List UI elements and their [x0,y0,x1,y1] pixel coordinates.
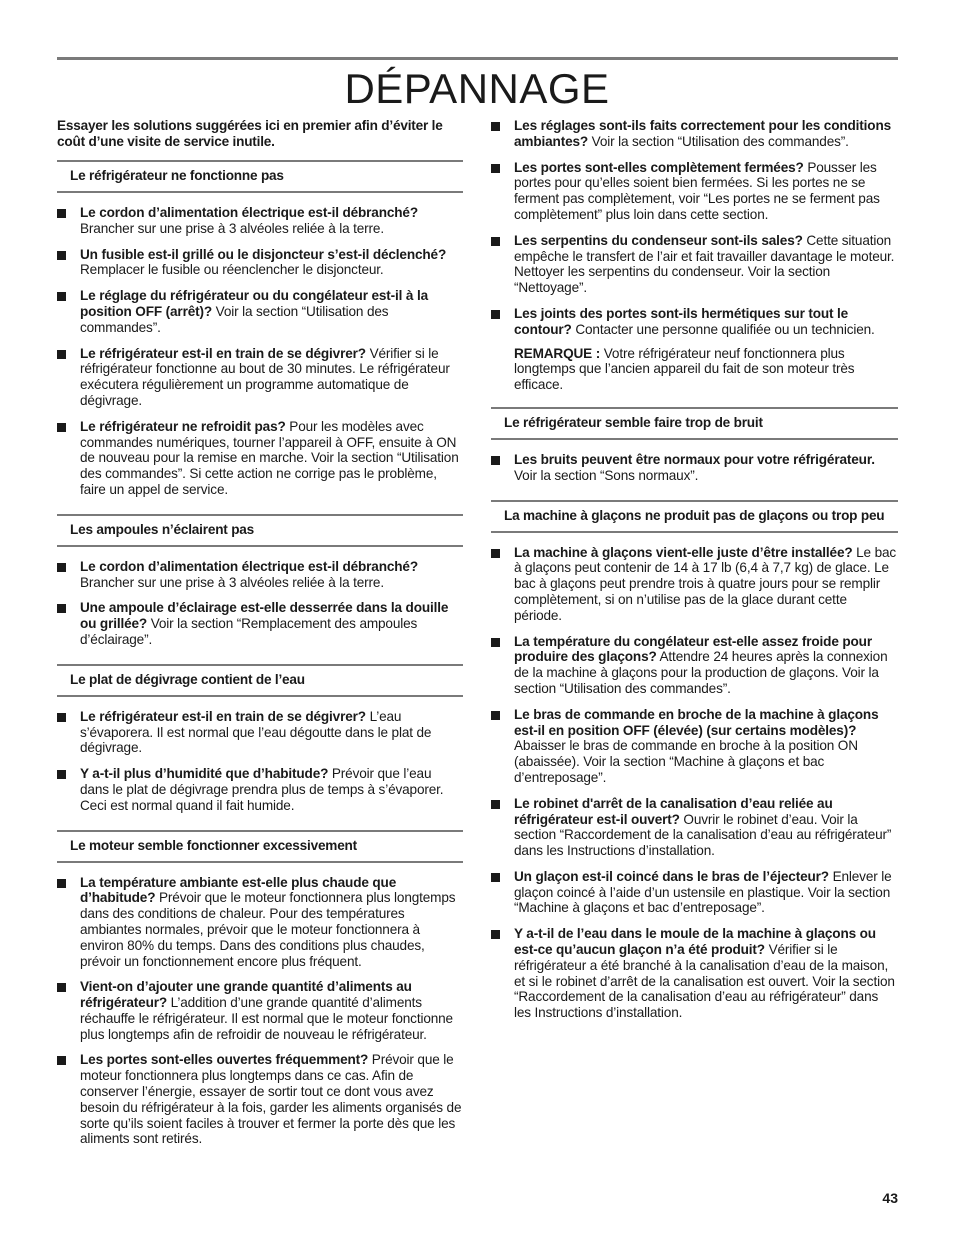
square-bullet-icon [491,122,500,131]
square-bullet-icon [491,930,500,939]
list-item [57,979,463,1042]
item-question: Les portes sont-elles complètement fermées? [514,159,804,175]
item-answer: Voir la section “Utilisation des commandes”. [80,303,389,335]
item-answer: Prévoir que l’eau dans le plat de dégivrage prendra plus de temps à s’évaporer. Ceci est normal quand il fait humide. [80,766,444,813]
square-bullet-icon [491,164,500,173]
list-item [491,545,898,624]
list-item [491,707,898,786]
section-heading: Les ampoules n’éclairent pas [57,514,463,547]
item-question: Les bruits peuvent être normaux pour votre réfrigérateur. [514,451,875,467]
list-item [491,634,898,697]
troubleshooting-section [57,160,463,514]
page-number: 43 [882,1190,898,1206]
section-items [57,559,463,648]
left-sections [57,160,463,1163]
item-answer: Voir la section “Utilisation des commandes”. [588,133,849,149]
section-heading: Le plat de dégivrage contient de l’eau [57,664,463,697]
section-items [57,205,463,498]
item-answer: Remplacer le fusible ou réenclencher le disjoncteur. [80,262,384,278]
item-question: La température ambiante est-elle plus chaude que d’habitude? [80,874,397,906]
item-question: Un fusible est-il grillé ou le disjoncteur s’est-il déclenché? [80,246,447,262]
item-question: Y a-t-il de l’eau dans le moule de la machine à glaçons ou est-ce qu’aucun glaçon n’a été produit? [514,926,876,958]
item-answer: Abaisser le bras de commande en broche à la position ON (abaissée). Voir la section “Machine à glaçons et bac d’entreposage”. [514,738,858,785]
list-item [57,559,463,591]
item-answer: Vérifier si le réfrigérateur fonctionne au bout de 30 minutes. Le réfrigérateur exécutera régulièrement un programme automatique de dégivrage. [80,345,450,408]
item-question: Vient-on d’ajouter une grande quantité d’aliments au réfrigérateur? [80,979,412,1011]
list-item [57,600,463,647]
troubleshooting-section [57,830,463,1164]
item-answer: Voir la section “Sons normaux”. [514,467,699,483]
item-question: Le réfrigérateur est-il en train de se dégivrer? [80,345,366,361]
list-item [491,233,898,296]
section-heading: Le moteur semble fonctionner excessivement [57,830,463,863]
square-bullet-icon [57,983,66,992]
right-sections [491,407,898,1037]
list-item [57,875,463,970]
list-item [491,160,898,223]
item-question: La température du congélateur est-elle assez froide pour produire des glaçons? [514,633,872,665]
item-question: Les serpentins du condenseur sont-ils sales? [514,232,803,248]
item-answer: Prévoir que le moteur fonctionnera plus longtemps dans des conditions de chaleur. Pour des températures ambiantes normales, prévoir que le moteur fonctionnera à environ 80% du temps. Dans des conditions plus chaudes, prévoir un fonctionnement encore plus fréquent. [80,890,456,969]
right-column [491,118,898,1037]
square-bullet-icon [57,423,66,432]
list-item [57,766,463,813]
square-bullet-icon [57,713,66,722]
page-title: DÉPANNAGE [344,65,610,112]
square-bullet-icon [491,711,500,720]
item-question: Une ampoule d’éclairage est-elle desserrée dans la douille ou grillée? [80,600,449,632]
section-items [57,875,463,1148]
item-question: Y a-t-il plus d’humidité que d’habitude? [80,766,329,782]
troubleshooting-section [57,664,463,830]
right-top-items [491,118,898,338]
item-question: Le robinet d'arrêt de la canalisation d’eau reliée au réfrigérateur est-il ouvert? [514,795,833,827]
square-bullet-icon [491,549,500,558]
item-answer: Brancher sur une prise à 3 alvéoles reliée à la terre. [80,220,384,236]
item-answer: Cette situation empêche le transfert de l’air et fait travailler davantage le moteur. Nettoyer les serpentins du condenseur. Voir la section “Nettoyage”. [514,232,895,296]
list-item [491,869,898,916]
item-answer: Prévoir que le moteur fonctionnera plus longtemps dans ce cas. Afin de conserver l’énergie, essayer de sortir tout ce dont vous avez besoin du réfrigérateur à la fois, garder les aliments organisés de sorte qu’ils soient faciles à trouver et fermer la porte dès que les aliments sont retirés. [80,1052,462,1147]
list-item [57,288,463,335]
section-gap [491,1031,898,1037]
note-text: Votre réfrigérateur neuf fonctionnera plus longtemps que l’ancien appareil du fait de son moteur très efficace. [514,345,855,393]
square-bullet-icon [491,237,500,246]
square-bullet-icon [57,209,66,218]
square-bullet-icon [57,1056,66,1065]
item-answer: Ouvrir le robinet d’eau. Voir la section “Raccordement de la canalisation d’eau au réfrigérateur” dans les Instructions d’installation. [514,811,892,859]
item-question: Le réfrigérateur ne refroidit pas? [80,418,286,434]
section-gap [57,1157,463,1163]
note-label: REMARQUE : [514,345,601,361]
list-item [57,205,463,237]
item-answer: Voir la section “Remplacement des ampoules d’éclairage”. [80,616,418,647]
square-bullet-icon [491,638,500,647]
square-bullet-icon [57,770,66,779]
square-bullet-icon [491,456,500,465]
list-item [57,1052,463,1147]
item-answer: Le bac à glaçons peut contenir de 14 à 17 lb (6,4 à 7,7 kg) de glace. Le bac à glaçons peut prendre trois à quatre jours pour se remplir complètement, si on n’utilise pas de la glace durant cette période. [514,544,897,623]
list-item [491,452,898,484]
square-bullet-icon [57,563,66,572]
troubleshooting-section [491,500,898,1038]
list-item [491,118,898,150]
list-item [57,346,463,409]
section-heading: Le réfrigérateur semble faire trop de bruit [491,407,898,440]
square-bullet-icon [491,310,500,319]
list-item [57,709,463,756]
left-column [57,118,463,1163]
item-question: Le réfrigérateur est-il en train de se dégivrer? [80,708,366,724]
top-rule [57,57,898,60]
square-bullet-icon [57,251,66,260]
item-question: Les portes sont-elles ouvertes fréquemment? [80,1052,369,1068]
item-answer: Attendre 24 heures après la connexion de la machine à glaçons pour la production de glaçons. Voir la section “Utilisation des commandes”. [514,649,888,696]
intro-text: Essayer les solutions suggérées ici en premier afin d’éviter le coût d’une visite de service inutile. [57,118,443,149]
item-question: Les joints des portes sont-ils hermétiques sur tout le contour? [514,305,849,337]
section-heading: La machine à glaçons ne produit pas de glaçons ou trop peu [491,500,898,533]
section-items [491,545,898,1022]
list-item [491,796,898,859]
section-heading: Le réfrigérateur ne fonctionne pas [57,160,463,193]
troubleshooting-section [57,514,463,664]
square-bullet-icon [57,292,66,301]
item-question: La machine à glaçons vient-elle juste d’être installée? [514,544,853,560]
troubleshooting-section [491,407,898,500]
section-items [57,709,463,814]
item-question: Le cordon d’alimentation électrique est-il débranché? [80,205,419,220]
item-question: Le réglage du réfrigérateur ou du congélateur est-il à la position OFF (arrêt)? [80,288,428,319]
list-item [491,306,898,338]
square-bullet-icon [491,800,500,809]
item-answer: Contacter une personne qualifiée ou un technicien. [571,321,875,337]
square-bullet-icon [57,879,66,888]
list-item [491,926,898,1021]
list-item [57,247,463,279]
note [491,346,898,393]
item-answer: Enlever le glaçon coincé à l’aide d’un ustensile en plastique. Voir la section “Machine à glaçons et bac d’entreposage”. [514,868,892,916]
item-answer: Brancher sur une prise à 3 alvéoles reliée à la terre. [80,574,384,590]
square-bullet-icon [57,350,66,359]
item-answer: L’addition d’une grande quantité d’aliments réchauffe le réfrigérateur. Il est normal que le moteur fonctionne plus longtemps afin de refroidir de nouveau le réfrigérateur. [80,995,453,1042]
section-items [491,452,898,484]
item-question: Le cordon d’alimentation électrique est-il débranché? [80,558,419,574]
item-answer: L’eau s’évaporera. Il est normal que l’eau dégoutte dans le plat de dégivrage. [80,708,432,756]
item-answer: Pour les modèles avec commandes numériques, tourner l’appareil à OFF, ensuite à ON de nouveau pour la remise en marche. Voir la section “Utilisation des commandes”. Si cette action ne corrige pas le problème, faire un appel de service. [80,418,459,497]
square-bullet-icon [57,604,66,613]
list-item [57,419,463,498]
item-question: Le bras de commande en broche de la machine à glaçons est-il en position OFF (élevée) (sur certains modèles)? [514,706,879,738]
square-bullet-icon [491,873,500,882]
item-question: Les réglages sont-ils faits correctement pour les conditions ambiantes? [514,118,892,149]
item-answer: Vérifier si le réfrigérateur a été branché à la canalisation d’eau de la maison, et si le robinet d’arrêt de la canalisation est ouvert. Voir la section “Raccordement de la canalisation d’eau au réfrigérateur” dans les Instructions d’installation. [514,942,895,1021]
item-answer: Pousser les portes pour qu’elles soient bien fermées. Si les portes ne se ferment pas complètement, voir “Les portes ne se ferment pas complètement” plus loin dans cette section. [514,159,880,222]
item-question: Un glaçon est-il coincé dans le bras de l’éjecteur? [514,868,829,884]
